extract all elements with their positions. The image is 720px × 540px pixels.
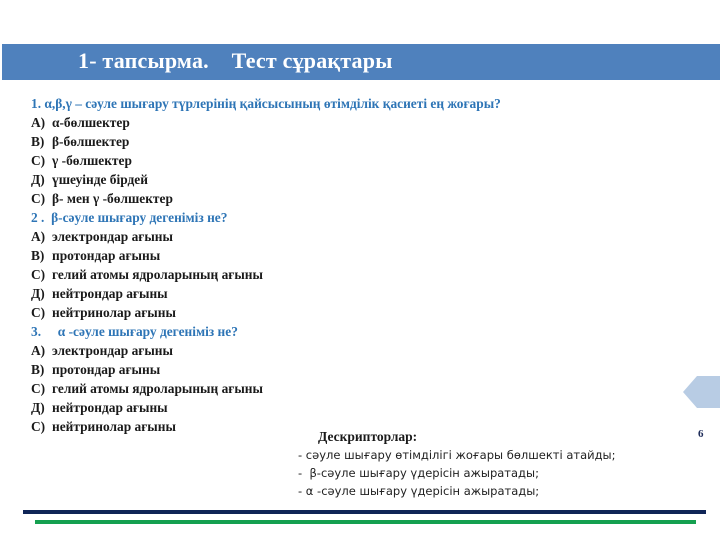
option-text: протондар ағыны xyxy=(52,248,161,263)
option-text: γ -бөлшектер xyxy=(52,153,132,168)
option-letter: Д) xyxy=(31,286,45,301)
option-letter: А) xyxy=(31,229,46,244)
option-text: электрондар ағыны xyxy=(52,229,173,244)
option xyxy=(31,360,671,379)
nav-tab[interactable] xyxy=(697,376,720,408)
option xyxy=(31,341,671,360)
option xyxy=(31,284,671,303)
option xyxy=(31,265,671,284)
descriptor-item: - α -сәуле шығару үдерісін ажыратады; xyxy=(298,484,540,498)
option-text: нейтринолар ағыны xyxy=(52,305,176,320)
option-text: α-бөлшектер xyxy=(52,115,130,130)
option-letter: А) xyxy=(31,343,46,358)
option-letter: С) xyxy=(31,381,46,396)
option xyxy=(31,170,671,189)
nav-arrow-icon[interactable] xyxy=(683,376,697,408)
title-bar xyxy=(2,44,720,80)
option-letter: С) xyxy=(31,191,46,206)
question-2: 2 . β-сәуле шығару дегеніміз не? xyxy=(31,210,228,225)
option xyxy=(31,132,671,151)
test-questions xyxy=(31,94,671,436)
descriptors-title: Дескрипторлар: xyxy=(318,429,418,444)
option-letter: В) xyxy=(31,248,45,263)
option-letter: С) xyxy=(31,267,46,282)
option-letter: Д) xyxy=(31,400,45,415)
option xyxy=(31,189,671,208)
option-text: β- мен γ -бөлшектер xyxy=(52,191,173,206)
footer-rule-navy xyxy=(23,510,706,514)
option xyxy=(31,151,671,170)
footer-rule-green xyxy=(35,520,696,524)
option-text: гелий атомы ядроларының ағыны xyxy=(52,381,263,396)
option-text: β-бөлшектер xyxy=(52,134,130,149)
option xyxy=(31,227,671,246)
option-letter: В) xyxy=(31,134,45,149)
option-text: электрондар ағыны xyxy=(52,343,173,358)
option-letter: А) xyxy=(31,115,46,130)
option xyxy=(31,379,671,398)
question-1: 1. α,β,γ – сәуле шығару түрлерінің қайсысының өтімділік қасиеті ең жоғары? xyxy=(31,96,501,111)
option xyxy=(31,113,671,132)
slide-title: 1- тапсырма. Тест сұрақтары xyxy=(78,48,393,73)
option-letter: С) xyxy=(31,153,46,168)
option xyxy=(31,246,671,265)
option-letter: В) xyxy=(31,362,45,377)
page-number: 6 xyxy=(698,428,704,440)
question-3: 3. α -сәуле шығару дегеніміз не? xyxy=(31,324,238,339)
option-text: гелий атомы ядроларының ағыны xyxy=(52,267,263,282)
descriptor-item: - β-сәуле шығару үдерісін ажыратады; xyxy=(298,466,539,480)
option-text: нейтринолар ағыны xyxy=(52,419,176,434)
option-text: үшеуінде бірдей xyxy=(52,172,148,187)
option-text: нейтрондар ағыны xyxy=(52,286,168,301)
option-letter: С) xyxy=(31,305,46,320)
option-text: нейтрондар ағыны xyxy=(52,400,168,415)
option xyxy=(31,398,671,417)
option xyxy=(31,303,671,322)
option-text: протондар ағыны xyxy=(52,362,161,377)
option-letter: Д) xyxy=(31,172,45,187)
descriptors-block xyxy=(298,428,678,500)
option-letter: С) xyxy=(31,419,46,434)
descriptor-item: - сәуле шығару өтімділігі жоғары бөлшекті атайды; xyxy=(298,448,616,462)
